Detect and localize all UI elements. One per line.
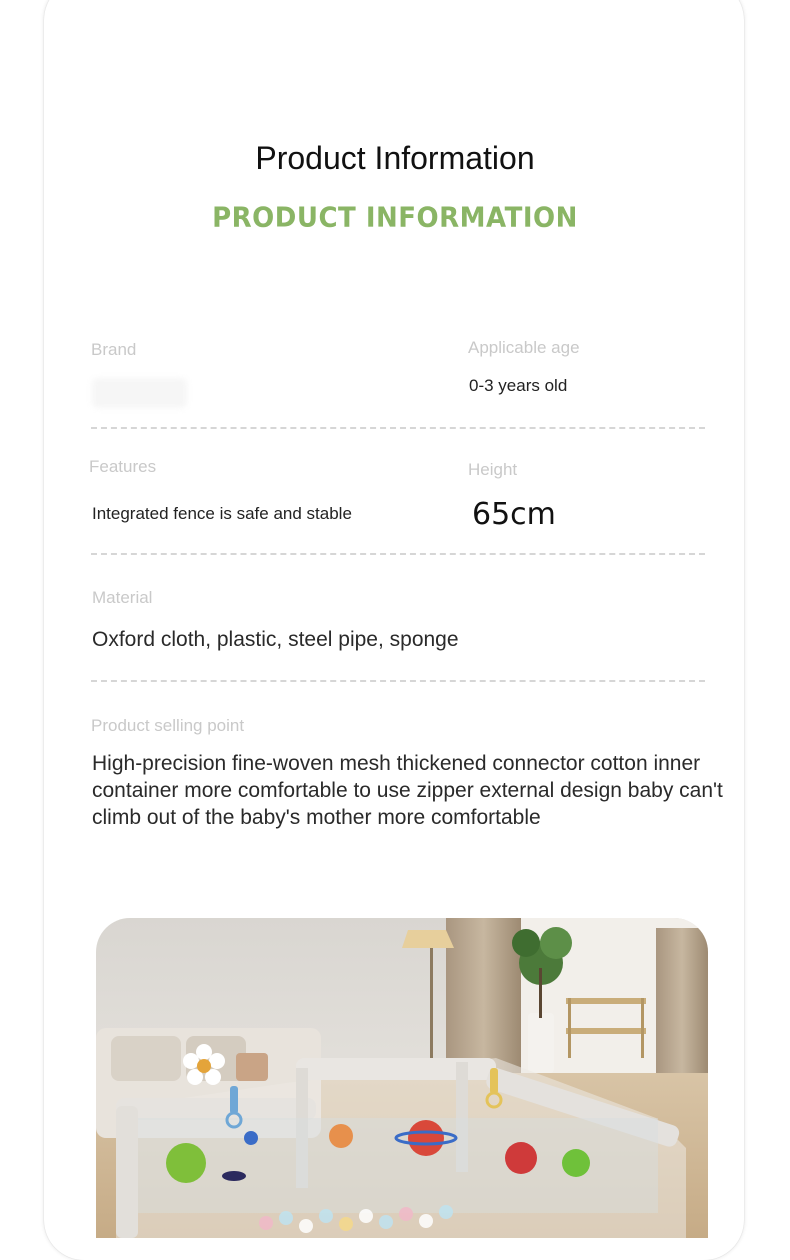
features-label: Features: [89, 457, 157, 476]
divider: [91, 553, 705, 555]
material-label: Material: [92, 588, 153, 607]
divider: [91, 680, 705, 682]
age-label: Applicable age: [468, 338, 580, 357]
height-value: 65cm: [472, 497, 556, 532]
brand-value-blurred: [92, 378, 187, 408]
material-value: Oxford cloth, plastic, steel pipe, sponge: [92, 628, 459, 651]
selling-point-value: High-precision fine-woven mesh thickened connector cotton inner container more comfortable to use zipper external design baby can't climb out of the baby's mother more comfortable: [92, 752, 723, 829]
selling-point-label: Product selling point: [91, 716, 245, 735]
page-subtitle: PRODUCT INFORMATION: [212, 202, 578, 234]
page-title: Product Information: [255, 140, 535, 176]
height-label: Height: [468, 460, 518, 479]
divider: [91, 427, 705, 429]
features-value: Integrated fence is safe and stable: [92, 504, 352, 523]
product-photo: [96, 918, 708, 1238]
age-value: 0-3 years old: [469, 376, 568, 395]
brand-label: Brand: [91, 340, 137, 359]
